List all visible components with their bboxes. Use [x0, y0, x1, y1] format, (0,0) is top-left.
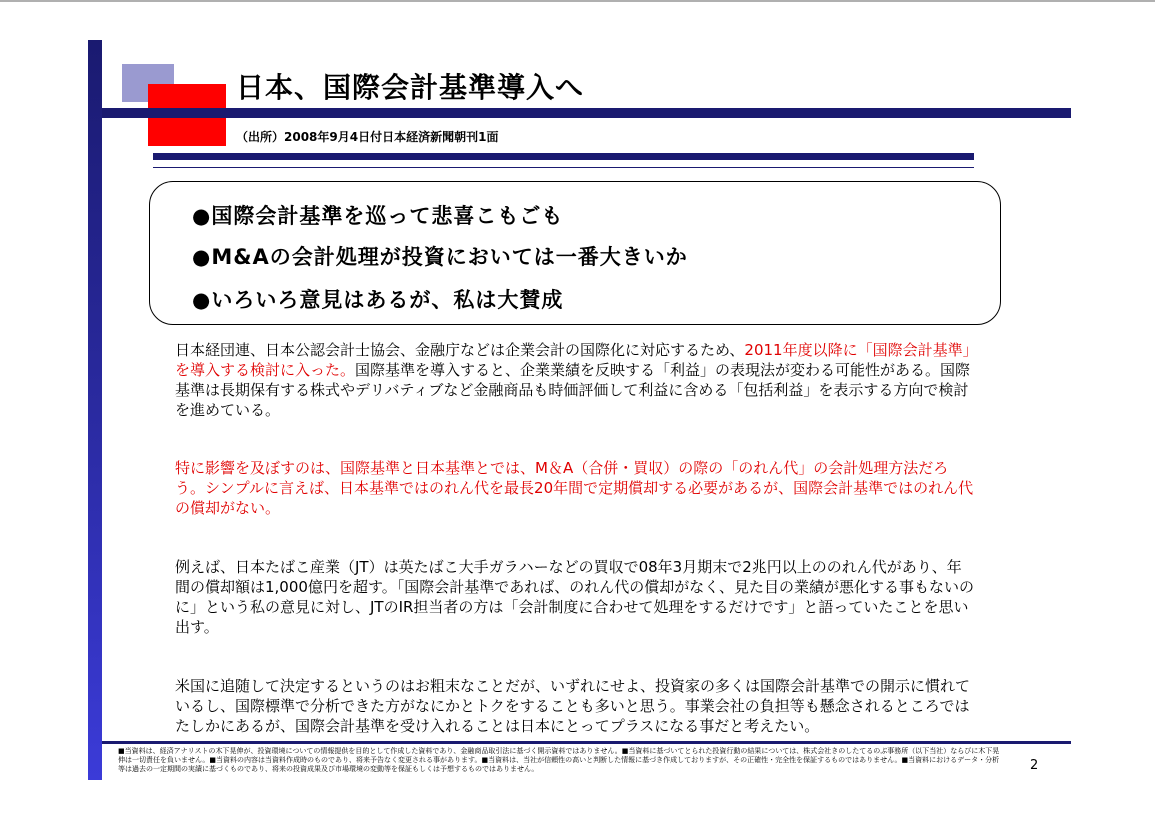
paragraph-1	[175, 340, 975, 420]
summary-item: ●M&Aの会計処理が投資においては一番大きいか	[192, 245, 688, 269]
summary-item: ●いろいろ意見はあるが、私は大賛成	[192, 288, 564, 312]
paragraph-1-text-cont: 国際基準を導入すると、企業業績を反映する「利益」の表現法が変わる可能性がある。国際基準は長期保有する株式やデリバティブなど金融商品も時価評価して利益に含める「包括利益」を表示する方向で検討を進めている。	[175, 361, 971, 419]
disclaimer: ■当資料は、経済アナリストの木下晃伸が、投資環境についての情報提供を目的として作成した資料であり、金融商品取引法に基づく開示資料ではありません。■当資料に基づいてとられた投資行動の結果については、株式会社きのしたてるのぶ事務所（以下当社）ならびに木下晃伸は一切責任を負いません。■当資料の内容は当資料作成時のものであり、将来予告なく変更される事があります。■当資料は、当社が信頼性の高いと判断した情報に基づき作成しておりますが、その正確性・完全性を保証するものではありません。■当資料におけるデータ・分析等は過去の一定期間の実績に基づくものであり、将来の投資成果及び市場環境の変動等を保証もしくは予想するものではありません。	[118, 747, 1000, 773]
summary-item: ●国際会計基準を巡って悲喜こもごも	[192, 204, 564, 228]
source-citation: （出所）2008年9月4日付日本経済新聞朝刊1面	[236, 130, 499, 144]
paragraph-4: 米国に追随して決定するというのはお粗末なことだが、いずれにせよ、投資家の多くは国際会計基準での開示に慣れているし、国際標準で分析できた方がなにかとトクをすることも多いと思う。事業会社の負担等も懸念されるところではたしかにあるが、国際会計基準を受け入れることは日本にとってプラスになる事だと考えたい。	[175, 677, 971, 735]
header-rule-thin	[153, 167, 974, 168]
left-accent-bar	[88, 40, 102, 780]
paragraph-1-highlight: 2011年度以降に「国際会計基準」を導入する検討に入った。	[175, 341, 971, 379]
paragraph-3: 例えば、日本たばこ産業（JT）は英たばこ大手ガラハーなどの買収で08年3月期末で2兆円以上ののれん代があり、年間の償却額は1,000億円を超す。「国際会計基準であれば、のれん代の償却がなく、見た目の業績が悪化する事もないのに」という私の意見に対し、JTのIR担当者の方は「会計制度に合わせて処理をするだけです」と語っていたことを思い出す。	[175, 558, 974, 636]
header-rule-thick	[153, 153, 974, 160]
slide-title: 日本、国際会計基準導入へ	[236, 71, 585, 104]
paragraph-1-text: 日本経団連、日本公認会計士協会、金融庁などは企業会計の国際化に対応するため、	[175, 341, 745, 359]
title-rule	[102, 108, 1071, 118]
summary-box	[149, 181, 1001, 325]
paragraph-2: 特に影響を及ぼすのは、国際基準と日本基準とでは、M＆A（合併・買収）の際の「のれん代」の会計処理方法だろう。シンプルに言えば、日本基準ではのれん代を最長20年間で定期償却する必要があるが、国際会計基準ではのれん代の償却がない。	[175, 459, 974, 517]
footer-rule	[102, 741, 1071, 744]
top-border	[0, 0, 1155, 2]
page-number: 2	[1030, 758, 1039, 773]
